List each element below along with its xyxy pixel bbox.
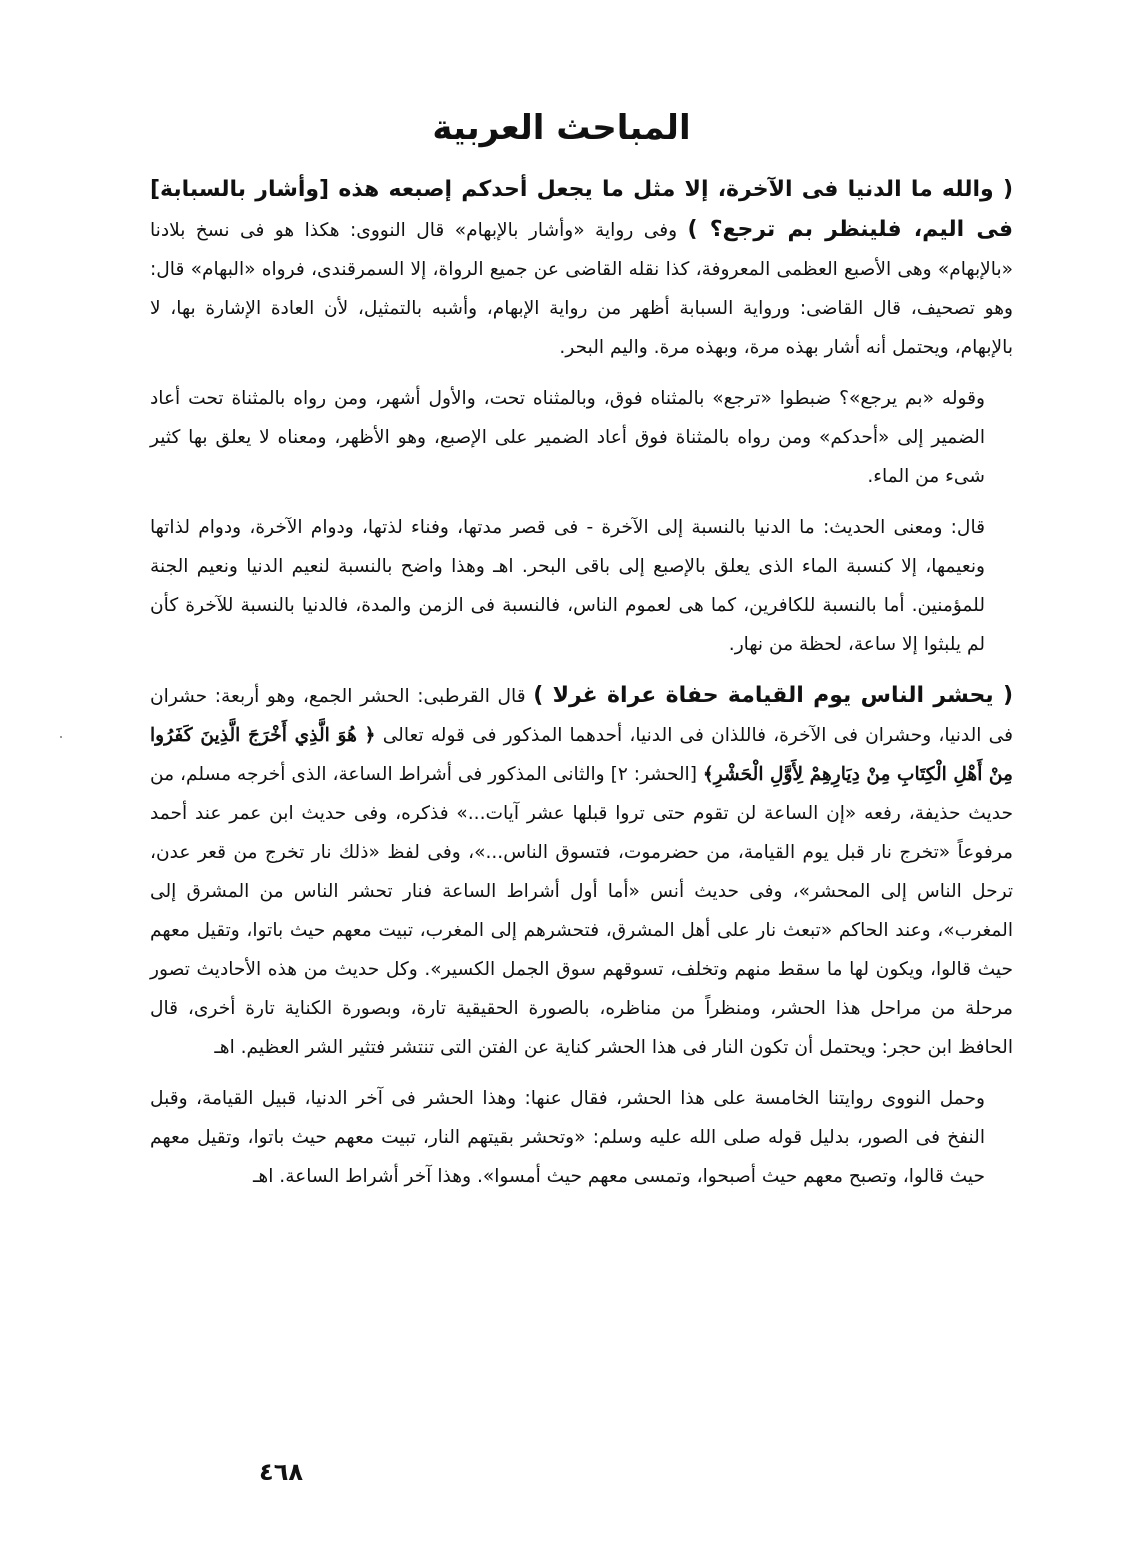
- paragraph-5-text: وحمل النووى روايتنا الخامسة على هذا الحشر، فقال عنها: وهذا الحشر فى آخر الدنيا، قبيل القيامة، وقبل النفخ فى الصور، بدليل قوله صلى الله عليه وسلم: «وتحشر بقيتهم النار، تبيت معهم حيث باتوا، وتقيل معهم حيث قالوا، وتصبح معهم حيث أصبحوا، وتمسى معهم حيث أمسوا». وهذا آخر أشراط الساعة. اهـ: [150, 1088, 985, 1187]
- hadith-quote-2: ( يحشر الناس يوم القيامة حفاة عراة غرلا ): [533, 683, 1014, 708]
- paragraph-3-text: قال: ومعنى الحديث: ما الدنيا بالنسبة إلى الآخرة - فى قصر مدتها، وفناء لذتها، ودوام الآخرة، ودوام لذاتها ونعيمها، إلا كنسبة الماء الذى يعلق بالإصبع إلى باقى البحر. اهـ وهذا واضح بالنسبة لنعيم الدنيا ونعيم الجنة للمؤمنين. أما بالنسبة للكافرين، كما هى لعموم الناس، فالنسبة فى الزمن والمدة، فالدنيا بالنسبة للآخرة كأن لم يلبثوا إلا ساعة، لحظة من نهار.: [150, 517, 985, 655]
- paragraph-2-text: وقوله «بم يرجع»؟ ضبطوا «ترجع» بالمثناه فوق، وبالمثناه تحت، والأول أشهر، ومن رواه بالمثناة تحت أعاد الضمير إلى «أحدكم» ومن رواه بالمثناة فوق أعاد الضمير على الإصبع، وهو الأظهر، ومعناه لا يعلق بها كثير شىء من الماء.: [150, 388, 985, 487]
- page-title: المباحث العربية: [432, 108, 691, 148]
- paragraph-1: [150, 170, 1013, 367]
- page-number: ٤٦٨: [259, 1458, 303, 1486]
- paragraph-1-text: وفى رواية «وأشار بالإبهام» قال النووى: هكذا هو فى نسخ بلادنا «بالإبهام» وهى الأصبع العظمى المعروفة، كذا نقله القاضى عن جميع الرواة، إلا السمرقندى، فرواه «البهام» قال: وهو تصحيف، قال القاضى: ورواية السبابة أظهر من رواية الإبهام، وأشبه بالتمثيل، لأن العادة الإشارة بها، لا بالإبهام، ويحتمل أنه أشار بهذه مرة، وبهذه مرة. واليم البحر.: [150, 220, 1013, 358]
- paragraph-2: [150, 379, 1013, 496]
- paragraph-4-text-before: قال القرطبى: الحشر الجمع، وهو أربعة: حشران فى الدنيا، وحشران فى الآخرة، فاللذان فى الدنيا، أحدهما المذكور فى قوله تعالى: [150, 686, 1013, 746]
- paragraph-4-text-after: [الحشر: ٢] والثانى المذكور فى أشراط الساعة، الذى أخرجه مسلم، من حديث حذيفة، رفعه «إن الساعة لن تقوم حتى تروا قبلها عشر آيات...» فذكره، وفى حديث ابن عمر عند أحمد مرفوعاً «تخرج نار قبل يوم القيامة، من حضرموت، فتسوق الناس...»، وفى لفظ «ذلك نار تخرج من قعر عدن، ترحل الناس إلى المحشر»، وفى حديث أنس «أما أول أشراط الساعة فنار تحشر الناس من المشرق إلى المغرب»، وعند الحاكم «تبعث نار على أهل المشرق، فتحشرهم إلى المغرب، تبيت معهم حيث باتوا، وتقيل معهم حيث قالوا، ويكون لها ما سقط منهم وتخلف، تسوقهم سوق الجمل الكسير». وكل حديث من هذه الأحاديث تصور مرحلة من مراحل هذا الحشر، ومنظراً من مناظره، بالصورة الحقيقية تارة، وبصورة الكناية تارة أخرى، قال الحافظ ابن حجر: ويحتمل أن تكون النار فى هذا الحشر كناية عن الفتن التى تنتشر فتثير الشر العظيم. اهـ: [150, 764, 1013, 1058]
- quran-verse: ﴿ هُوَ الَّذِي أَخْرَجَ الَّذِينَ كَفَرُوا مِنْ أَهْلِ الْكِتَابِ مِنْ دِيَارِهِمْ لِأَوَّلِ الْحَشْرِ﴾: [150, 725, 1013, 785]
- paragraph-5: [150, 1079, 1013, 1196]
- hadith-quote-1: ( والله ما الدنيا فى الآخرة، إلا مثل ما يجعل أحدكم إصبعه هذه [وأشار بالسبابة] فى اليم، فلينظر بم ترجع؟ ): [150, 177, 1013, 242]
- scan-speck: [60, 736, 62, 738]
- paragraph-3: [150, 508, 1013, 664]
- paragraph-4: [150, 676, 1013, 1067]
